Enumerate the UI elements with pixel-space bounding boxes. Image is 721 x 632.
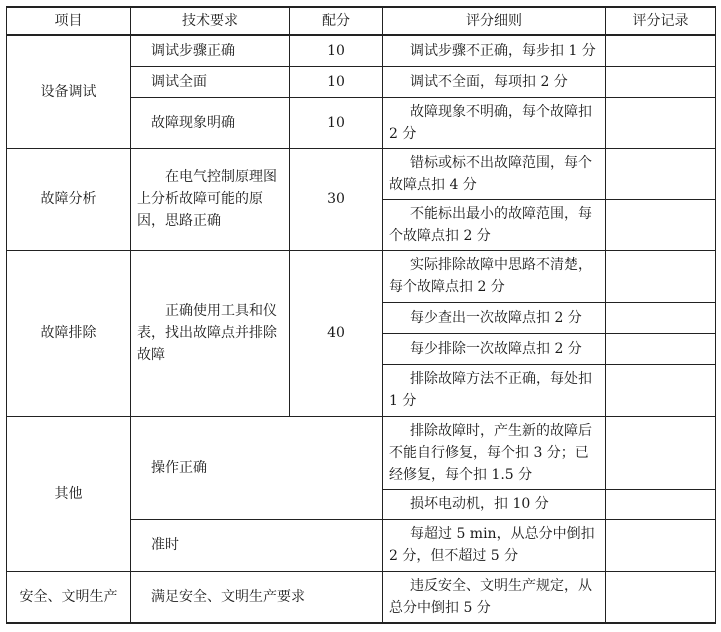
- table-row: [7, 35, 716, 66]
- requirement-cell: 正确使用工具和仪表，找出故障点并排除故障: [131, 250, 290, 416]
- record-cell[interactable]: [606, 148, 716, 199]
- score-cell: 40: [290, 250, 383, 416]
- table-row: [7, 250, 716, 302]
- record-cell[interactable]: [606, 35, 716, 66]
- detail-cell: 错标或标不出故障范围，每个故障点扣 4 分: [383, 148, 606, 199]
- detail-cell: 每少排除一次故障点扣 2 分: [383, 333, 606, 364]
- detail-cell: 违反安全、文明生产规定，从总分中倒扣 5 分: [383, 571, 606, 623]
- item-cell: 设备调试: [7, 35, 131, 148]
- detail-cell: 每少查出一次故障点扣 2 分: [383, 302, 606, 333]
- detail-cell: 不能标出最小的故障范围，每个故障点扣 2 分: [383, 199, 606, 250]
- detail-cell: 损坏电动机，扣 10 分: [383, 489, 606, 519]
- table-row: [7, 571, 716, 623]
- item-cell: 故障分析: [7, 148, 131, 250]
- requirement-cell: 操作正确: [131, 416, 383, 519]
- requirement-cell: 调试全面: [131, 66, 290, 97]
- detail-cell: 排除故障时，产生新的故障后不能自行修复，每个扣 3 分；已经修复，每个扣 1.5 分: [383, 416, 606, 489]
- score-cell: 10: [290, 97, 383, 148]
- detail-cell: 调试不全面，每项扣 2 分: [383, 66, 606, 97]
- detail-cell: 实际排除故障中思路不清楚，每个故障点扣 2 分: [383, 250, 606, 302]
- header-score: 配分: [290, 7, 383, 35]
- record-cell[interactable]: [606, 250, 716, 302]
- record-cell[interactable]: [606, 519, 716, 571]
- detail-cell: 排除故障方法不正确，每处扣 1 分: [383, 364, 606, 416]
- record-cell[interactable]: [606, 416, 716, 489]
- item-cell: 故障排除: [7, 250, 131, 416]
- score-cell: 30: [290, 148, 383, 250]
- header-record: 评分记录: [606, 7, 716, 35]
- record-cell[interactable]: [606, 199, 716, 250]
- header-item: 项目: [7, 7, 131, 35]
- header-row: [7, 7, 716, 35]
- item-cell: 安全、文明生产: [7, 571, 131, 623]
- requirement-cell: 故障现象明确: [131, 97, 290, 148]
- table-row: [7, 416, 716, 489]
- record-cell[interactable]: [606, 302, 716, 333]
- record-cell[interactable]: [606, 66, 716, 97]
- table-row: [7, 148, 716, 199]
- detail-cell: 每超过 5 min，从总分中倒扣 2 分，但不超过 5 分: [383, 519, 606, 571]
- grading-table: [6, 6, 716, 624]
- record-cell[interactable]: [606, 571, 716, 623]
- requirement-cell: 调试步骤正确: [131, 35, 290, 66]
- header-detail: 评分细则: [383, 7, 606, 35]
- record-cell[interactable]: [606, 333, 716, 364]
- detail-cell: 调试步骤不正确，每步扣 1 分: [383, 35, 606, 66]
- requirement-cell: 在电气控制原理图上分析故障可能的原因，思路正确: [131, 148, 290, 250]
- item-cell: 其他: [7, 416, 131, 571]
- record-cell[interactable]: [606, 364, 716, 416]
- score-cell: 10: [290, 35, 383, 66]
- header-requirement: 技术要求: [131, 7, 290, 35]
- record-cell[interactable]: [606, 97, 716, 148]
- detail-cell: 故障现象不明确，每个故障扣 2 分: [383, 97, 606, 148]
- record-cell[interactable]: [606, 489, 716, 519]
- requirement-cell: 准时: [131, 519, 383, 571]
- score-cell: 10: [290, 66, 383, 97]
- requirement-cell: 满足安全、文明生产要求: [131, 571, 383, 623]
